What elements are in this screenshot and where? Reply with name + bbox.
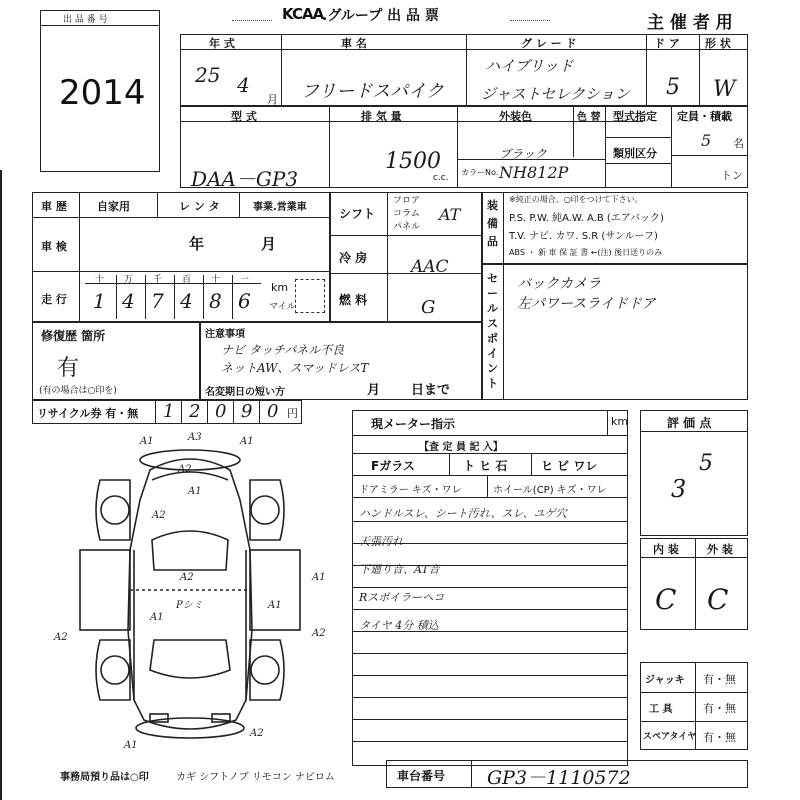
inspector-comment: ハンドルスレ、シート汚れ、スレ、ユゲ穴 [359, 507, 567, 520]
history-box [32, 192, 330, 322]
recycle-label: リサイクル券 有・無 [37, 407, 139, 420]
color-no-label: カラーNo. [461, 168, 499, 177]
ac-label: 冷 房 [339, 251, 368, 265]
grade-line1: ハイブリッド [485, 57, 574, 75]
sales-point-1: バックカメラ [517, 276, 601, 292]
repaint-label: 色 替 [577, 112, 601, 123]
mileage-digit-header: 一 [240, 275, 250, 285]
equipment-line2: T.V. ナビ. カワ. S.R (サンルーフ) [509, 231, 658, 242]
damage-mark: A1 [124, 740, 138, 751]
damage-mark: A2 [180, 572, 194, 583]
inspector-box [352, 410, 628, 766]
sales-points-label: セールスポイント [487, 272, 498, 390]
sales-point-2: 左パワースライドドア [517, 296, 656, 312]
mileage-digit: 4 [122, 289, 135, 313]
km-label: km [271, 281, 289, 294]
office-items: カギ シフトノブ リモコン ナビロム [176, 772, 335, 783]
vehicle-info-row2 [180, 106, 748, 191]
month-value: 4 [237, 73, 250, 97]
exterior-rating-label: 外 装 [707, 543, 733, 556]
tools-label: 工 具 [649, 704, 673, 715]
name-change-label: 名変期日の短い方 [205, 387, 285, 398]
accessories-box [640, 662, 748, 750]
damage-mark: A3 [188, 432, 202, 443]
repair-note: (有の場合は○印を) [39, 386, 117, 396]
name-change-month: 月 [367, 383, 381, 398]
shift-option-floor: フロア [393, 196, 421, 206]
chassis-label: 車台番号 [397, 769, 446, 783]
shift-box [330, 192, 482, 322]
history-private: 自家用 [97, 200, 130, 213]
office-label: 事務局預り品は○印 [60, 772, 149, 783]
inspector-comment: 下廻り音、AT音 [359, 563, 440, 576]
recycle-box [32, 400, 302, 424]
listing-number-label: 出 品 番 号 [63, 15, 108, 25]
brand-logo: KCAA [282, 5, 324, 23]
copy-label: 主 催 者 用 [647, 13, 733, 33]
fuel-label: 燃 料 [339, 293, 368, 307]
interior-label: 内 装 [653, 543, 679, 556]
equipment-note: ※純正の場合、○印をつけて下さい。 [509, 195, 643, 204]
type-designation-label: 型式指定 [613, 110, 657, 123]
type-label: 型 式 [231, 110, 257, 123]
exterior-color: ブラック [499, 147, 547, 161]
damage-mark: A1 [188, 486, 202, 497]
fglass-label: Fガラス [371, 459, 415, 473]
shift-value: AT [439, 205, 461, 224]
damage-mark: A2 [250, 728, 264, 739]
jack-label: ジャッキ [645, 675, 685, 686]
chassis-number: GP3－1110572 [487, 767, 631, 789]
grade-line2: ジャストセレクション [481, 85, 630, 103]
inspector-comment: Rスポイラーヘコ [359, 591, 445, 604]
spare-label: スペアタイヤ [643, 732, 697, 742]
load-unit: トン [721, 169, 743, 182]
interior-value: C [655, 583, 677, 616]
exterior-label: 外装色 [499, 110, 532, 123]
listing-number-box [40, 10, 160, 172]
mile-label: マイル [269, 302, 296, 312]
notes-label: 注意事項 [205, 329, 245, 340]
inspector-header: 【査 定 員 記 入】 [419, 442, 503, 453]
mileage-digit-header: 万 [124, 275, 134, 285]
type-value: DAA－GP3 [191, 167, 299, 191]
mileage-digit: 6 [238, 289, 251, 313]
history-rental: レ ン タ [179, 200, 220, 213]
equipment-box [482, 192, 748, 264]
capacity-unit: 名 [733, 137, 744, 150]
meter-label: 現メーター指示 [371, 417, 456, 431]
fglass-options2: ヒ ビ ワレ [541, 459, 598, 473]
damage-mark: A1 [312, 572, 326, 583]
year-value: 25 [195, 63, 221, 87]
displacement-label: 排 気 量 [361, 110, 402, 123]
equipment-label: 装 備 品 [487, 199, 498, 248]
mileage-digit: 8 [209, 289, 222, 313]
meter-km: km [611, 415, 629, 428]
vehicle-info-row1 [180, 34, 748, 106]
notes-box [200, 322, 482, 400]
doors-label: ド ア [654, 37, 680, 50]
damage-mark: A2 [152, 510, 166, 521]
history-business: 事業.営業車 [253, 202, 307, 213]
sales-points-box [482, 264, 748, 400]
recycle-digit: 2 [189, 401, 201, 422]
inspection-label: 車 検 [41, 240, 67, 253]
repair-box [32, 322, 200, 400]
notes-line2: ネットAW、スマッドレスT [221, 361, 369, 375]
name-change-day: 日まで [411, 383, 451, 398]
yen-label: 円 [287, 407, 298, 420]
damage-mark: A2 [54, 632, 68, 643]
shape-label: 形 状 [705, 37, 731, 50]
fuel-value: G [421, 297, 436, 318]
mileage-digit: 4 [180, 289, 193, 313]
damage-mark: A1 [240, 436, 254, 447]
shift-option-column: コラム [393, 209, 420, 219]
notes-line1: ナビ タッチパネル不良 [221, 343, 345, 357]
mileage-digit-header: 百 [182, 275, 192, 285]
rating-label: 評 価 点 [667, 416, 712, 430]
chassis-box [386, 760, 748, 788]
repair-label: 修復歴 箇所 [41, 329, 106, 343]
equipment-line1: P.S. P.W. 純A.W. A.B (エアバック) [509, 213, 664, 224]
fglass-options: ト ヒ 石 [463, 459, 508, 473]
mileage-digit: 7 [151, 289, 164, 313]
recycle-digit: 0 [267, 401, 279, 422]
diagram-center-note: Pシミ [176, 600, 203, 611]
wheel-cp: ホイール(CP) キズ・ワレ [493, 485, 607, 496]
shift-option-panel: パネル [393, 222, 421, 232]
recycle-digit: 9 [241, 401, 253, 422]
capacity-value: 5 [701, 131, 712, 150]
month-suffix: 月 [267, 93, 278, 106]
damage-mark: A1 [268, 600, 282, 611]
door-mirror: ドアミラー キズ・ワレ [359, 485, 462, 496]
exterior-value: C [707, 583, 729, 616]
damage-mark: A2 [312, 628, 326, 639]
car-damage-diagram [40, 430, 340, 760]
model-name: フリードスパイク [301, 81, 444, 102]
model-name-label: 車 名 [341, 37, 367, 50]
jack-value: 有・無 [703, 673, 736, 686]
ac-value: AAC [411, 257, 449, 277]
equipment-line3: ABS ・ 新 車 保 証 書 ←(注) 後日送りのみ [509, 248, 663, 257]
mileage-digit-header: 十 [211, 275, 221, 285]
recycle-digit: 1 [163, 401, 175, 422]
rating-frac: 5 [699, 451, 713, 476]
history-label: 車 歴 [41, 200, 67, 213]
inspection-month: 月 [261, 235, 277, 253]
repair-value: 有 [57, 356, 80, 381]
damage-mark: A2 [178, 464, 192, 475]
color-no: NH812P [499, 163, 569, 182]
displacement-unit: c.c. [433, 173, 449, 183]
listing-number: 2014 [59, 73, 146, 113]
year-label: 年 式 [209, 37, 235, 50]
damage-mark: A1 [150, 612, 164, 623]
interior-exterior-box [640, 538, 748, 630]
spare-value: 有・無 [703, 731, 736, 744]
inspector-comment: タイヤ 4分 積込 [359, 619, 439, 632]
damage-mark: A1 [140, 436, 154, 447]
rating-box [640, 410, 748, 536]
grade-label: グ レ ー ド [521, 37, 577, 50]
mileage-label: 走 行 [41, 293, 67, 306]
displacement-value: 1500 [385, 149, 441, 174]
inspection-year: 年 [189, 235, 205, 253]
capacity-label: 定員・積載 [677, 110, 732, 123]
rating-main: 3 [671, 475, 687, 503]
mileage-digit: 1 [93, 289, 106, 313]
shift-label: シフト [339, 207, 376, 221]
mileage-digit-header: 千 [153, 275, 163, 285]
recycle-digit: 0 [215, 401, 227, 422]
left-border [0, 170, 2, 800]
mileage-digit-header: 十 [95, 275, 105, 285]
shape-value: W [713, 77, 736, 102]
doors-value: 5 [666, 75, 680, 100]
tools-value: 有・無 [703, 702, 736, 715]
category-label: 類別区分 [613, 147, 657, 160]
form-title: .グループ 出 品 票 [322, 8, 439, 24]
inspector-comment: 天張汚れ [359, 535, 403, 548]
